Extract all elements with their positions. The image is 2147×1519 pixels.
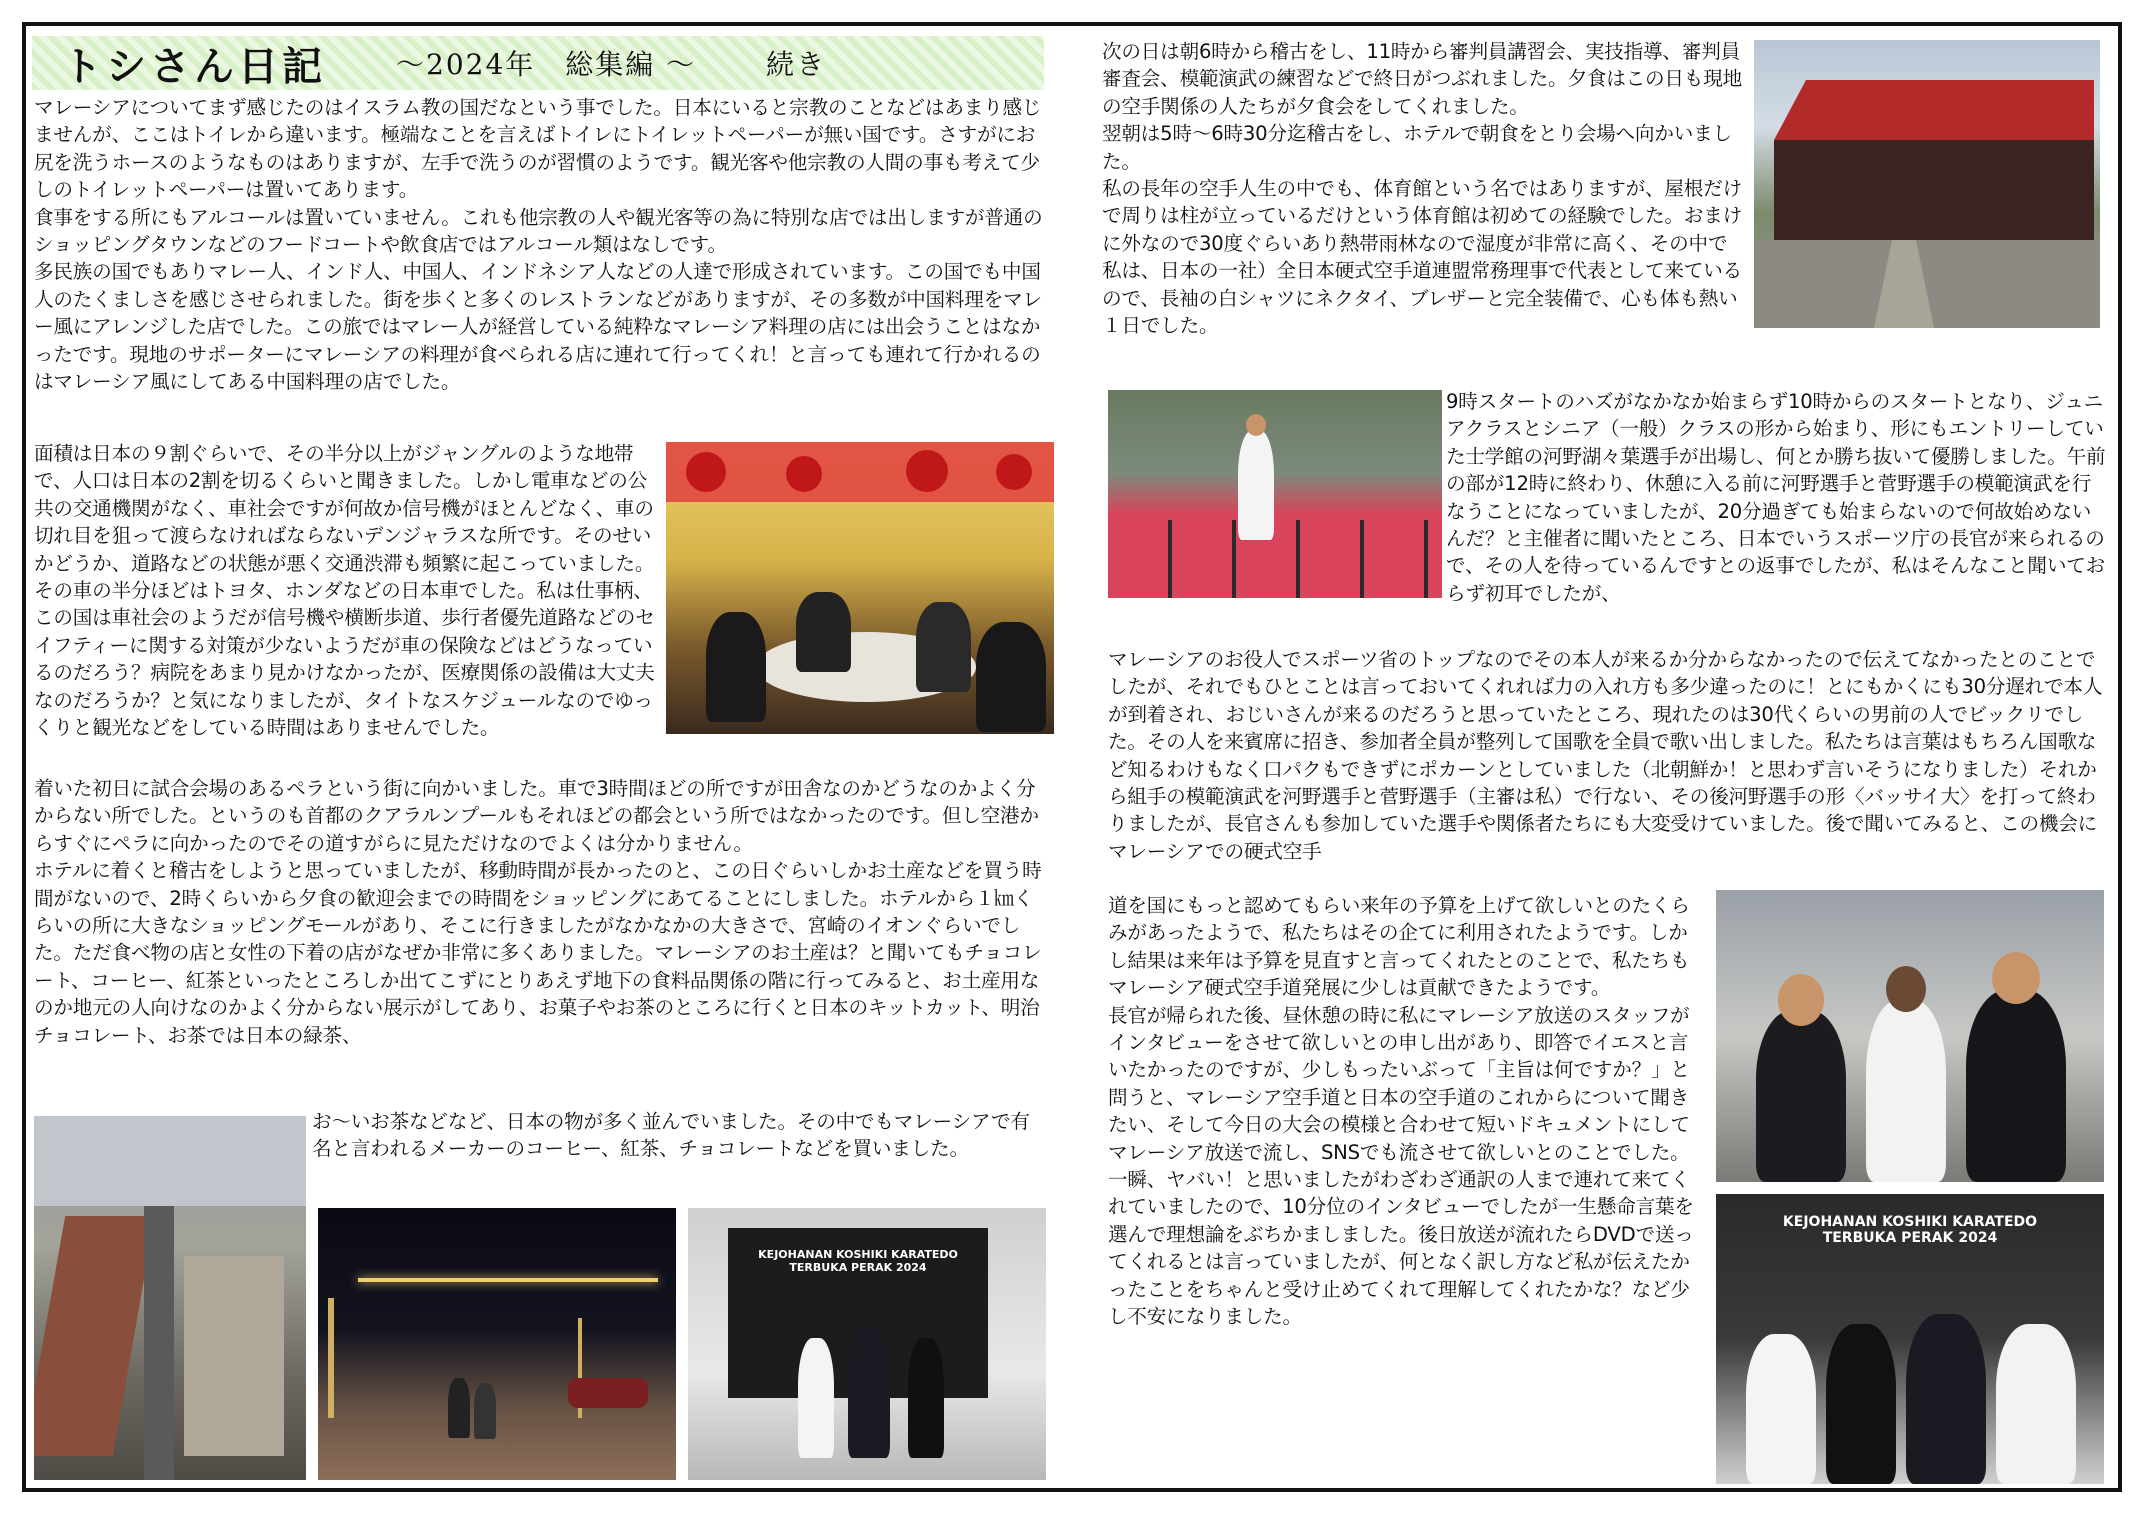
page-subtitle: ～2024年 総集編 ～ xyxy=(396,48,697,81)
paragraph: 次の日は朝6時から稽古をし、11時から審判員講習会、実技指導、審判員審査会、模範演武の練習などで終日がつぶれました。夕食はこの日も現地の空手関係の人たちが夕食会をしてくれました。 xyxy=(1102,40,1742,118)
town-aerial-photo xyxy=(34,1116,306,1480)
banner-line: KEJOHANAN KOSHIKI KARATEDO xyxy=(1782,1214,2038,1230)
paragraph: 9時スタートのハズがなかなか始まらず10時からのスタートとなり、ジュニアクラスとシニア（一般）クラスの形から始まり、形にもエントリーしていた士学館の河野湖々葉選手が出場し、何とか勝ち抜いて優勝しました。午前の部が12時に終わり、休憩に入る前に河野選手と菅野選手の模範演武を行なうことになっていましたが、20分過ぎても始まらないので何故始めないんだ？と主催者に聞いたところ、日本でいうスポーツ庁の長官が来られるので、その人を待っているんですとの返事でしたが、私はそんなこと聞いておらず初耳でしたが、 xyxy=(1446,390,2106,605)
page-title: トシさん日記 xyxy=(62,43,326,90)
paragraph: 食事をする所にもアルコールは置いていません。これも他宗教の人や観光客等の為に特別な店では出しますが普通のショッピングタウンなどのフードコートや飲食店ではアルコール類はなしです。 xyxy=(34,205,1043,257)
paragraph: マレーシアについてまず感じたのはイスラム教の国だなという事でした。日本にいると宗教のことなどはあまり感じませんが、ここはトイレから違います。極端なことを言えばトイレにトイレットペーパーが無い国です。さすがにお尻を洗うホースのようなものはありますが、左手で洗うのが習慣のようです。観光客や他宗教の人間の事も考えて少しのトイレットペーパーは置いてあります。 xyxy=(34,96,1042,202)
paragraph: 道を国にもっと認めてもらい来年の予算を上げて欲しいとのたくらみがあったようで、私たちはその企てに利用されたようです。しかし結果は来年は予算を見直すと言ってくれたとのことで、私たちもマレーシア硬式空手道発展に少しは貢献できたようです。 xyxy=(1108,894,1690,1000)
banner-group-photo xyxy=(688,1208,1046,1480)
paragraph: 多民族の国でもありマレー人、インド人、中国人、インドネシア人などの人達で形成されています。この国でも中国人のたくましさを感じさせられました。街を歩くと多くのレストランなどがありますが、その多数が中国料理をマレー風にアレンジした店でした。この旅ではマレー人が経営している純粋なマレーシア料理の店には出会うことはなかったです。現地のサポーターにマレーシアの料理が食べられる店に連れて行ってくれ！と言っても連れて行かれるのはマレーシア風にしてある中国料理の店でした。 xyxy=(34,260,1042,394)
title-bar xyxy=(32,36,1044,90)
banner-line: KEJOHANAN KOSHIKI KARATEDO xyxy=(758,1248,958,1261)
open-air-hall-photo xyxy=(1754,40,2100,328)
group-banner-photo xyxy=(1716,1194,2104,1484)
banner-text xyxy=(1736,1214,2084,1246)
banner-line: TERBUKA PERAK 2024 xyxy=(789,1261,927,1274)
kata-performance-photo xyxy=(1108,390,1442,598)
paragraph: 長官が帰られた後、昼休憩の時に私にマレーシア放送のスタッフがインタビューをさせて欲しいとの申し出があり、即答でイエスと言いたかったのですが、少しもったいぶって「主旨は何ですか？」と問うと、マレーシア空手道と日本の空手道のこれからについて聞きたい、そして今日の大会の模様と合わせて短いドキュメントにしてマレーシア放送で流し、SNSでも流させて欲しいとのことでした。一瞬、ヤバい！と思いましたがわざわざ通訳の人まで連れて来てくれていましたので、10分位のインタビューでしたが一生懸命言葉を選んで理想論をぶちかましました。後日放送が流れたらDVDで送ってくれるとは言っていましたが、何となく訳し方など私が伝えたかったことをちゃんと受け止めてくれて理解してくれたかな？など少し不安になりました。 xyxy=(1108,1003,1694,1329)
paragraph: お～いお茶などなど、日本の物が多く並んでいました。その中でもマレーシアで有名と言われるメーカーのコーヒー、紅茶、チョコレートなどを買いました。 xyxy=(312,1110,1030,1161)
officials-photo xyxy=(1716,890,2104,1182)
paragraph: マレーシアのお役人でスポーツ省のトップなのでその本人が来るか分からなかったので伝えてなかったとのことでしたが、それでもひとことは言っておいてくれれば力の入れ方も多少違ったのに！とにもかくにも30分遅れで本人が到着され、おじいさんが来るのだろうと思っていたところ、現れたのは30代くらいの男前の人でビックリでした。その人を来賓席に招き、参加者全員が整列して国歌を全員で歌い出しました。私たちは言葉はもちろん国歌など知るわけもなく口パクもできずにポカーンとしていました（北朝鮮か！と思わず言いそうになりました）それから組手の模範演武を河野選手と菅野選手（主審は私）で行ない、その後河野選手の形〈バッサイ大〉を打って終わりましたが、長官さんも参加していた選手や関係者たちにも大変受けていました。後で聞いてみると、この機会にマレーシアでの硬式空手 xyxy=(1108,648,2103,863)
paragraph: 翌朝は5時～6時30分迄稽古をし、ホテルで朝食をとり会場へ向かいました。 xyxy=(1102,122,1732,173)
right-column-lower xyxy=(1108,892,1704,1331)
night-plaza-photo xyxy=(318,1208,676,1480)
restaurant-photo xyxy=(666,442,1054,734)
paragraph: ホテルに着くと稽古をしようと思っていましたが、移動時間が長かったのと、この日ぐらいしかお土産などを買う時間がないので、2時くらいから夕食の歓迎会までの時間をショッピングにあてることにしました。ホテルから１㎞くらいの所に大きなショッピングモールがあり、そこに行きましたがなかなかの大きさで、宮崎のイオンぐらいでした。ただ食べ物の店と女性の下着の店がなぜか非常に多くありました。マレーシアのお土産は？と聞いてもチョコレート、コーヒー、紅茶といったところしか出てこずにとりあえず地下の食料品関係の階に行ってみると、お土産用なのか地元の人向けなのかよく分からない展示がしてあり、お菓子やお茶のところに行くと日本のキットカット、明治チョコレート、お茶では日本の緑茶、 xyxy=(34,859,1042,1047)
left-column-tail xyxy=(312,1108,1046,1163)
left-column-wrap xyxy=(34,440,666,741)
banner-text xyxy=(728,1248,988,1274)
right-column-beside-photo xyxy=(1446,388,2108,607)
left-column-lower xyxy=(34,777,1046,1049)
paragraph: 私の長年の空手人生の中でも、体育館という名ではありますが、屋根だけで周りは柱が立っているだけという体育館は初めての経験でした。おまけに外なので30度ぐらいあり熱帯雨林なので湿度が非常に高く、その中で私は、日本の一社）全日本硬式空手道連盟常務理事で代表として来ているので、長袖の白シャツにネクタイ、ブレザーと完全装備で、心も体も熱い１日でした。 xyxy=(1102,177,1742,338)
right-column-middle xyxy=(1108,646,2108,865)
banner-line: TERBUKA PERAK 2024 xyxy=(1822,1230,1998,1246)
paragraph: 面積は日本の９割ぐらいで、その半分以上がジャングルのような地帯で、人口は日本の2割を切るくらいと聞きました。しかし電車などの公共の交通機関がなく、車社会ですが何故か信号機がほとんどなく、車の切れ目を狙って渡らなければならないデンジャラスな所です。そのせいかどうか、道路などの状態が悪く交通渋滞も頻繁に起こっていました。その車の半分ほどはトヨタ、ホンダなどの日本車でした。私は仕事柄、この国は車社会のようだが信号機や横断歩道、歩行者優先道路などのセイフティーに関する対策が少ないようだが車の保険などはどうなっているのだろう？病院をあまり見かけなかったが、医療関係の設備は大丈夫なのだろうか？と気になりましたが、タイトなスケジュールなのでゆっくりと観光などをしている時間はありませんでした。 xyxy=(34,442,655,740)
continued-label: 続き xyxy=(766,48,827,81)
right-column-top xyxy=(1102,38,1742,339)
left-column xyxy=(34,94,1046,395)
paragraph: 着いた初日に試合会場のあるペラという街に向かいました。車で3時間ほどの所ですが田舎なのかどうなのかよく分からない所でした。というのも首都のクアラルンプールもそれほどの都会という所ではなかったのです。但し空港からすぐにペラに向かったのでその道すがらに見ただけなのでよくは分かりません。 xyxy=(34,777,1039,855)
